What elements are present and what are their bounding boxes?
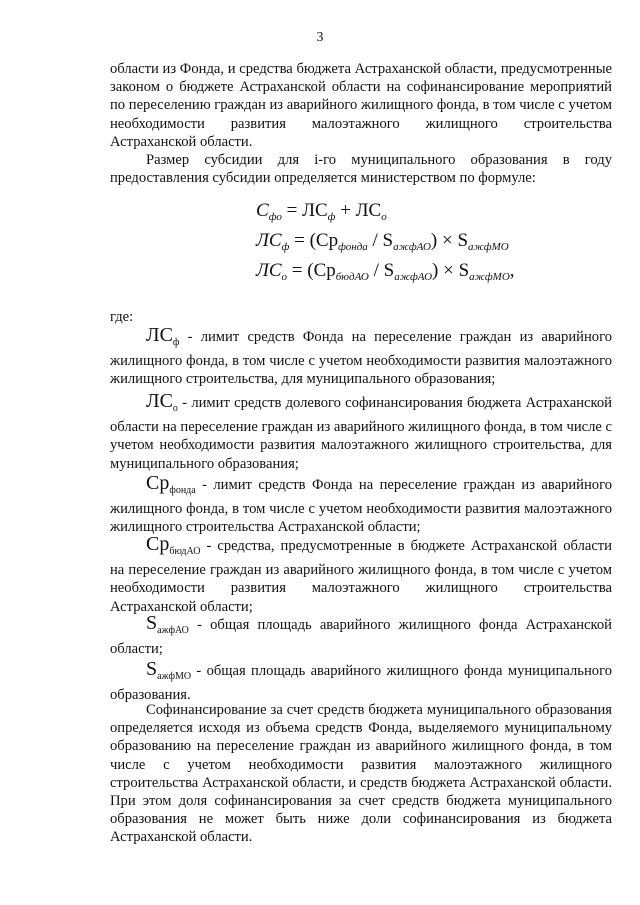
definition-cr-fonda: $Ср_{фонда}$ - лимит средств Фонда на переселение граждан из аварийного жилищного фонда, в том числе с учетом необходимости развития малоэтажного жилищного строительства Астраханской области; [110,472,612,536]
formula-line-1: $С_{фо} = ЛС_ф + ЛС_о$ [256,200,387,223]
intro-paragraph: области из Фонда, и средства бюджета Астраханской области, предусмотренные законом о бюджете Астраханской области на софинансирование мероприятий по переселению граждан из аварийного жилищного фонда, в том числе с учетом необходимости развития малоэтажного жилищного строительства Астраханской области. [110,61,612,150]
definition-s-azhfmo: $S_{ажфМО}$ - общая площадь аварийного жилищного фонда муниципального образования. [110,658,612,704]
page-number: 3 [316,30,324,45]
subsidy-paragraph: Размер субсидии для i-го муниципального образования в году предоставления субсидии определяется министерством по формуле: [110,152,612,187]
where-label: где: [110,309,134,325]
definition-cr-budao: $Ср_{бюдАО}$ - средства, предусмотренные в бюджете Астраханской области на переселение граждан из аварийного жилищного фонда, в том числе с учетом необходимости развития малоэтажного жилищного строительства Астраханской области; [110,533,612,615]
definition-s-azhfao: $S_{ажфАО}$ - общая площадь аварийного жилищного фонда Астраханской области; [110,612,612,658]
formula-line-3: $ЛС_о = (Ср_{бюдАО} / S_{ажфАО}) \times S_{ажфМО}$, [256,260,515,283]
final-paragraph: Софинансирование за счет средств бюджета муниципального образования определяется исходя из объема средств Фонда, выделяемого муниципальному образованию на переселение граждан из аварийного жилищного фонда, в том числе с учетом необходимости развития малоэтажного жилищного строительства Астраханской области, и средств бюджета Астраханской области. При этом доля софинансирования за счет средств бюджета муниципального образования не может быть ниже доли софинансирования из бюджета Астраханской области. [110,702,612,846]
definition-lsf: $ЛС_ф$ - лимит средств Фонда на переселение граждан из аварийного жилищного фонда, в том числе с учетом необходимости развития малоэтажного жилищного строительства, для муниципального образования; [110,324,612,388]
definition-lso: $ЛС_о$ - лимит средств долевого софинансирования бюджета Астраханской области на переселение граждан из аварийного жилищного фонда, в том числе с учетом необходимости развития малоэтажного жилищного строительства, для муниципального образования; [110,390,612,472]
formula-line-2: $ЛС_ф = (Ср_{фонда} / S_{ажфАО}) \times S_{ажфМО}$ [256,230,509,253]
